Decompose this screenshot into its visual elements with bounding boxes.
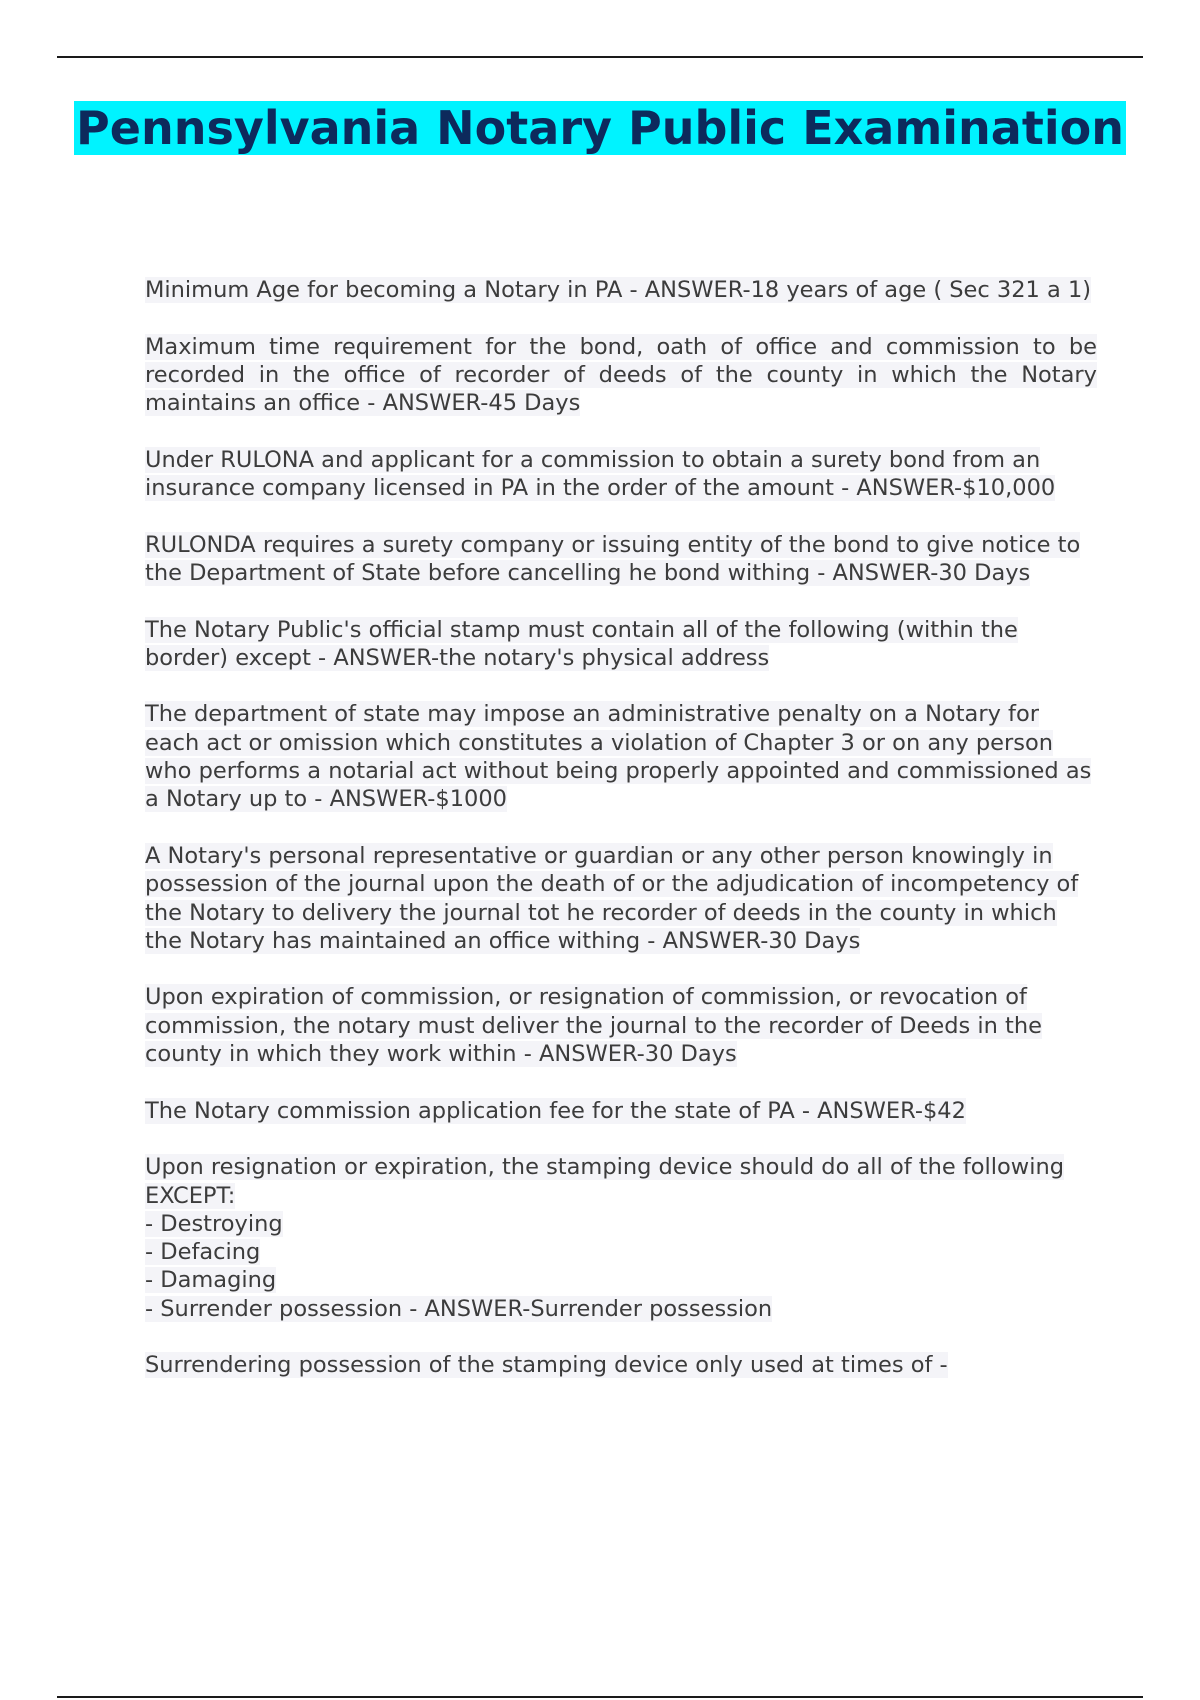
qa-item-2: Maximum time requirement for the bond, oath of office and commission to be recorded in the office of recorder of deeds of the county in which the Notary maintains an office - ANSWER-45 Days bbox=[145, 333, 1097, 417]
qa-item-7: A Notary's personal representative or guardian or any other person knowingly in possession of the journal upon the death of or the adjudication of incompetency of the Notary to delivery the journal tot he recorder of deeds in the county in which the Notary has maintained an office withing - ANSWER-30 Days bbox=[145, 842, 1079, 954]
qa-item-6: The department of state may impose an administrative penalty on a Notary for each act or omission which constitutes a violation of Chapter 3 or on any person who performs a notarial act without being properly appointed and commissioned as a Notary up to - ANSWER-$1000 bbox=[145, 701, 1092, 813]
qa-item-8: Upon expiration of commission, or resignation of commission, or revocation of commission, the notary must deliver the journal to the recorder of Deeds in the county in which they work within - ANSWER-30 Days bbox=[145, 984, 1042, 1068]
qa-item-5: The Notary Public's official stamp must contain all of the following (within the border) except - ANSWER-the notary's physical address bbox=[145, 616, 1018, 671]
qa-item-10: Upon resignation or expiration, the stamping device should do all of the following EXCEPT: - Destroying - Defacing - Damaging - Surrender possession - ANSWER-Surrender possession bbox=[145, 1154, 1065, 1322]
page-title-text: Pennsylvania Notary Public Examination bbox=[76, 101, 1124, 155]
qa-list bbox=[145, 276, 1097, 1408]
qa-item-4: RULONDA requires a surety company or issuing entity of the bond to give notice to the Department of State before cancelling he bond withing - ANSWER-30 Days bbox=[145, 531, 1081, 586]
bottom-rule bbox=[57, 1696, 1143, 1698]
page-title bbox=[0, 100, 1200, 156]
qa-item-3: Under RULONA and applicant for a commission to obtain a surety bond from an insurance company licensed in PA in the order of the amount - ANSWER-$10,000 bbox=[145, 446, 1056, 502]
top-rule bbox=[57, 56, 1143, 58]
qa-item-9: The Notary commission application fee for the state of PA - ANSWER-$42 bbox=[145, 1097, 966, 1124]
qa-item-11: Surrendering possession of the stamping device only used at times of - bbox=[145, 1352, 948, 1379]
qa-item-1: Minimum Age for becoming a Notary in PA - ANSWER-18 years of age ( Sec 321 a 1) bbox=[145, 277, 1092, 303]
